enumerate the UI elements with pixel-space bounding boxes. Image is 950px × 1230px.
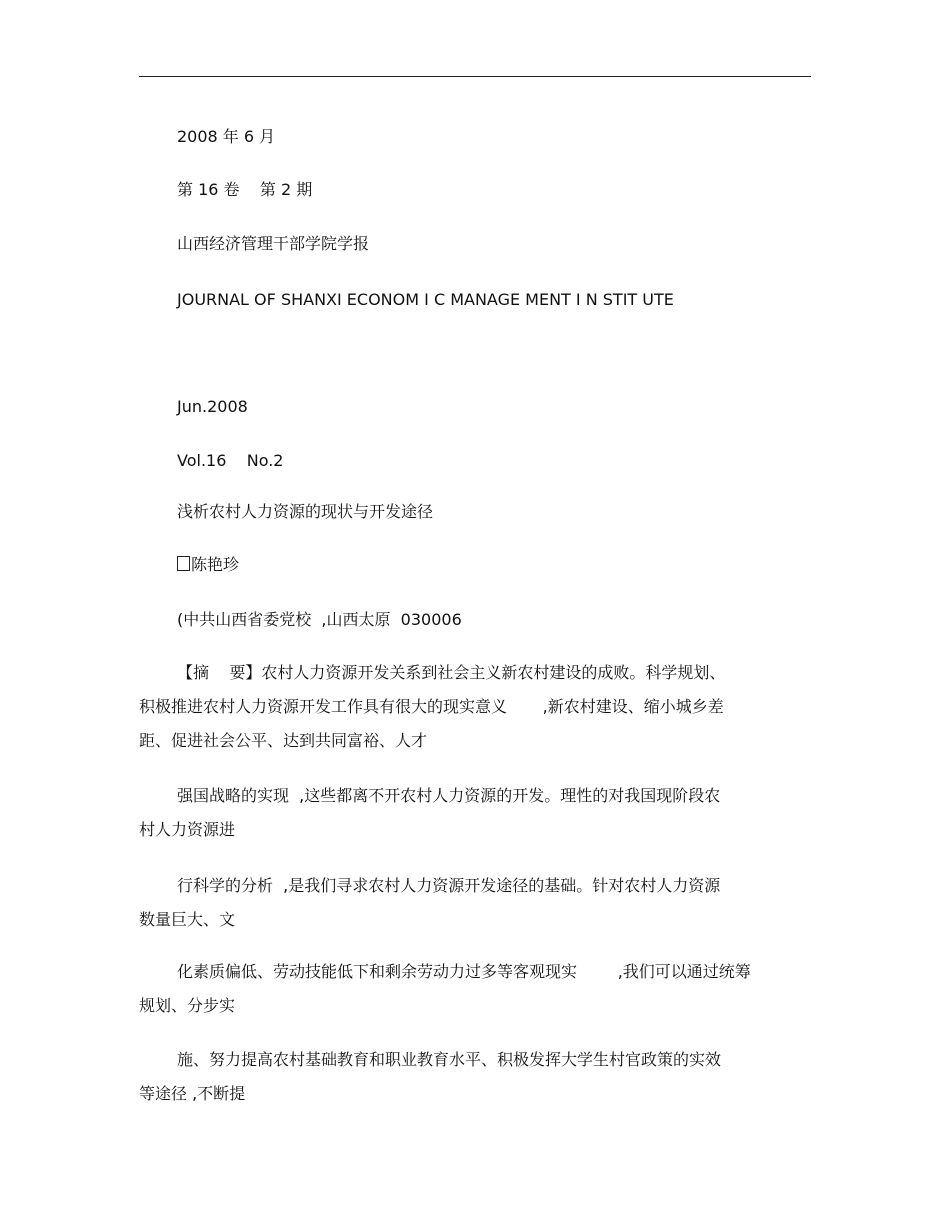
abstract-line: 化素质偏低、劳动技能低下和剩余劳动力过多等客观现实 ,我们可以通过统筹 xyxy=(177,962,751,981)
header-rule xyxy=(139,76,811,77)
abstract-line: 数量巨大、文 xyxy=(139,910,236,929)
abstract-line: 规划、分步实 xyxy=(139,996,236,1015)
issue-date-cn: 2008 年 6 月 xyxy=(177,127,276,146)
journal-name-cn: 山西经济管理干部学院学报 xyxy=(177,234,370,253)
abstract-line: 强国战略的实现 ,这些都离不开农村人力资源的开发。理性的对我国现阶段农 xyxy=(177,786,721,805)
abstract-line: 【摘 要】农村人力资源开发关系到社会主义新农村建设的成败。科学规划、 xyxy=(177,663,726,682)
volume-issue-cn: 第 16 卷 第 2 期 xyxy=(177,180,313,199)
abstract-line: 村人力资源进 xyxy=(139,820,236,839)
volume-issue-en: Vol.16 No.2 xyxy=(177,451,284,470)
abstract-paragraph-3 xyxy=(139,869,799,937)
issue-date-en: Jun.2008 xyxy=(177,397,248,416)
author-affiliation: (中共山西省委党校 ,山西太原 030006 xyxy=(177,610,462,629)
abstract-line: 行科学的分析 ,是我们寻求农村人力资源开发途径的基础。针对农村人力资源 xyxy=(177,876,721,895)
journal-name-en: JOURNAL OF SHANXI ECONOM I C MANAGE MENT I N STIT UTE xyxy=(177,290,674,309)
abstract-line: 积极推进农村人力资源开发工作具有很大的现实意义 ,新农村建设、缩小城乡差 xyxy=(139,697,724,716)
abstract-paragraph-5 xyxy=(139,1043,799,1111)
abstract-paragraph-1 xyxy=(139,656,799,758)
abstract-paragraph-4 xyxy=(139,955,799,1023)
author-marker-box xyxy=(177,556,190,571)
article-title: 浅析农村人力资源的现状与开发途径 xyxy=(177,502,434,521)
author-name: 陈艳珍 xyxy=(191,555,240,574)
abstract-line: 等途径 ,不断提 xyxy=(139,1084,246,1103)
abstract-line: 施、努力提高农村基础教育和职业教育水平、积极发挥大学生村官政策的实效 xyxy=(177,1050,722,1069)
abstract-line: 距、促进社会公平、达到共同富裕、人才 xyxy=(139,731,428,750)
abstract-paragraph-2 xyxy=(139,779,799,847)
author-line xyxy=(177,555,239,575)
